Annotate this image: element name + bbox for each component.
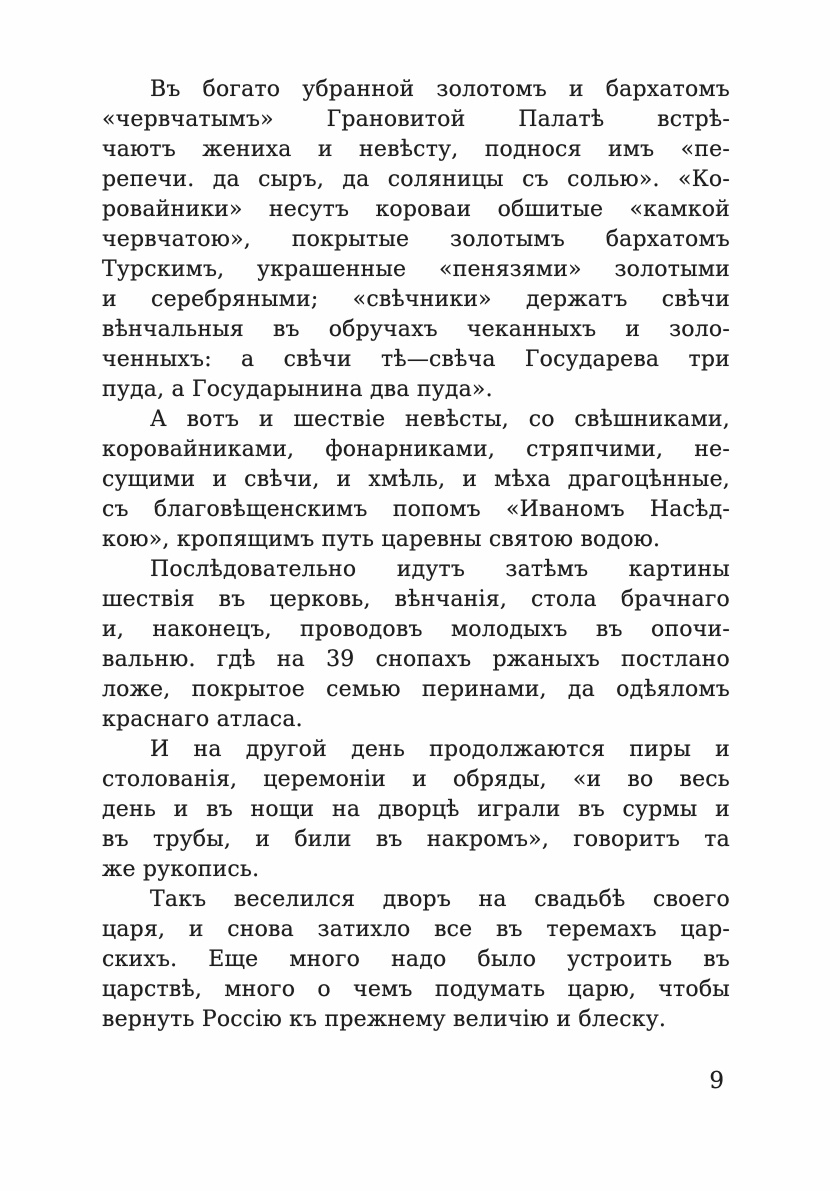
text-line: чаютъ жениха и невѣсту, поднося имъ «пе- [102, 137, 730, 162]
text-line: ложе, покрытое семью перинами, да одѣяломъ [102, 677, 730, 702]
text-line: Турскимъ, украшенные «пенязями» золотыми [102, 257, 730, 282]
text-line: А вотъ и шествіе невѣсты, со свѣшниками, [150, 407, 730, 432]
text-line: ровайники» несутъ короваи обшитые «камкой [102, 197, 730, 222]
text-line: столованія, церемоніи и обряды, «и во весь [102, 767, 730, 792]
text-line: въ трубы, и били въ накромъ», говоритъ та [102, 827, 730, 852]
text-line: съ благовѣщенскимъ попомъ «Иваномъ Насѣд- [102, 497, 730, 522]
page-text [102, 75, 730, 1035]
text-line: Въ богато убранной золотомъ и бархатомъ [150, 77, 730, 102]
text-line: коровайниками, фонарниками, стряпчими, не- [102, 437, 730, 462]
text-line: краснаго атласа. [102, 707, 303, 732]
text-line: Такъ веселился дворъ на свадьбѣ своего [150, 887, 730, 912]
text-line: ченныхъ: а свѣчи тѣ—свѣча Государева три [102, 347, 730, 372]
text-line: кою», кропящимъ путь царевны святою водою. [102, 527, 661, 552]
text-line: Послѣдовательно идутъ затѣмъ картины [150, 557, 730, 582]
text-line: и серебряными; «свѣчники» держатъ свѣчи [102, 287, 730, 312]
text-line: скихъ. Еще много надо было устроить въ [102, 947, 730, 972]
text-line: же рукопись. [102, 857, 260, 882]
text-line: вѣнчальныя въ обручахъ чеканныхъ и золо- [102, 317, 730, 342]
text-line: вернуть Россію къ прежнему величію и блеску. [102, 1007, 667, 1032]
text-line: И на другой день продолжаются пиры и [150, 737, 730, 762]
text-line: царя, и снова затихло все въ теремахъ цар- [102, 917, 730, 942]
text-line: шествія въ церковь, вѣнчанія, стола брачнаго [102, 587, 730, 612]
text-line: червчатою», покрытые золотымъ бархатомъ [102, 227, 730, 252]
text-line: день и въ нощи на дворцѣ играли въ сурмы и [102, 797, 730, 822]
page-number: 9 [709, 1068, 724, 1094]
text-line: пуда, а Государынина два пуда». [102, 377, 493, 402]
text-line: и, наконецъ, проводовъ молодыхъ въ опочи- [102, 617, 730, 642]
text-line: «червчатымъ» Грановитой Палатѣ встрѣ- [102, 107, 730, 132]
text-line: царствѣ, много о чемъ подумать царю, чтобы [102, 977, 730, 1002]
text-line: вальню. гдѣ на 39 снопахъ ржаныхъ постлано [102, 647, 730, 672]
text-line: репечи. да сыръ, да соляницы съ солью». «Ко- [102, 167, 730, 192]
text-line: сущими и свѣчи, и хмѣль, и мѣха драгоцѣнные, [102, 467, 730, 492]
